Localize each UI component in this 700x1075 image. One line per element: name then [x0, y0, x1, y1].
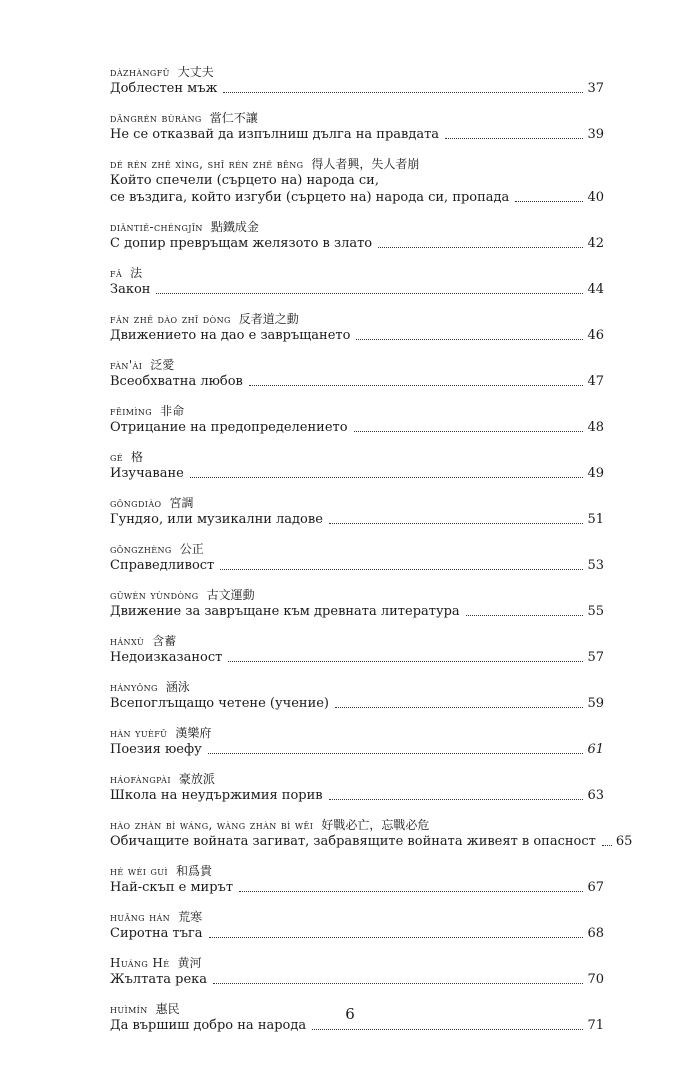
pinyin-term: háofàngpài: [110, 772, 171, 786]
toc-entry[interactable]: [110, 633, 604, 666]
entry-line: [110, 281, 604, 298]
chinese-characters: 好戰必亡，忘戰必危: [321, 818, 430, 832]
toc-entry[interactable]: [110, 679, 604, 712]
pinyin-term: fēimìng: [110, 404, 153, 418]
entry-title: Гундяо, или музикални ладове: [110, 512, 323, 527]
chinese-characters: 格: [131, 450, 144, 464]
pinyin-term: hào zhàn bì wáng, wàng zhàn bì wēi: [110, 818, 314, 832]
chinese-characters: 黄河: [177, 956, 202, 970]
entry-title: Закон: [110, 282, 151, 297]
entry-title: Школа на неудържимия порив: [110, 788, 323, 803]
toc-entry[interactable]: [110, 156, 604, 206]
page-ref: 67: [587, 880, 604, 895]
entry-title: Сиротна тъга: [110, 926, 203, 941]
pinyin-term: hé wéi guì: [110, 864, 168, 878]
entry-line: [110, 189, 604, 206]
entry-title: се въздига, който изгуби (сърцето на) народа си, пропада: [110, 190, 510, 205]
dot-leader: [378, 247, 583, 248]
entry-title: Справедливост: [110, 558, 215, 573]
entry-heading: [110, 633, 604, 649]
toc-entry[interactable]: [110, 541, 604, 574]
toc-entry[interactable]: [110, 64, 604, 97]
dot-leader: [228, 661, 583, 662]
entry-title: Всепоглъщащо четене (учение): [110, 696, 330, 711]
toc-entry[interactable]: [110, 357, 604, 390]
page-ref: 47: [587, 374, 604, 389]
chinese-characters: 漢樂府: [175, 726, 212, 740]
chinese-characters: 反者道之動: [238, 312, 299, 326]
pinyin-term: hàn yuèfǔ: [110, 726, 168, 740]
entry-line: [110, 879, 604, 896]
dot-leader: [209, 937, 584, 938]
chinese-characters: 荒寒: [178, 910, 203, 924]
entry-line: [110, 511, 604, 528]
page-ref: 71: [587, 1018, 604, 1033]
entry-line: [110, 465, 604, 482]
page-ref: 53: [587, 558, 604, 573]
page-ref: 49: [587, 466, 604, 481]
toc-entry[interactable]: [110, 863, 604, 896]
entry-line: [110, 649, 604, 666]
dot-leader: [515, 201, 583, 202]
entry-title: С допир превръщам желязото в злато: [110, 236, 373, 251]
entry-heading: [110, 110, 604, 126]
entry-title: Най-скъп е мирът: [110, 880, 234, 895]
entry-title: Недоизказаност: [110, 650, 223, 665]
entry-heading: [110, 403, 604, 419]
dot-leader: [220, 569, 583, 570]
page-ref: 63: [587, 788, 604, 803]
chinese-characters: 大丈夫: [177, 65, 214, 79]
entry-heading: [110, 311, 604, 327]
entry-heading: [110, 725, 604, 741]
entry-title: Отрицание на предопределението: [110, 420, 348, 435]
entry-line: [110, 419, 604, 436]
page-ref: 51: [587, 512, 604, 527]
entry-heading: [110, 955, 604, 971]
toc-entry[interactable]: [110, 265, 604, 298]
page-ref: 57: [587, 650, 604, 665]
entry-title: Поезия юефу: [110, 742, 202, 757]
entry-line: [110, 603, 604, 620]
chinese-characters: 得人者興，失人者崩: [311, 157, 420, 171]
pinyin-term: gōngzhèng: [110, 542, 172, 556]
entry-line: [110, 557, 604, 574]
entry-heading: [110, 679, 604, 695]
page-ref: 42: [587, 236, 604, 251]
chinese-characters: 古文運動: [206, 588, 255, 602]
entry-title: Движение за завръщане към древната литература: [110, 604, 460, 619]
toc-entry[interactable]: [110, 219, 604, 252]
entry-title: Движението на дао е завръщането: [110, 328, 351, 343]
entry-line: [110, 373, 604, 390]
toc-entry[interactable]: [110, 771, 604, 804]
entry-line: [110, 327, 604, 344]
dot-leader: [354, 431, 584, 432]
entry-heading: [110, 771, 604, 787]
chinese-characters: 宮調: [169, 496, 194, 510]
toc-entry[interactable]: [110, 110, 604, 143]
entry-heading: [110, 495, 604, 511]
dot-leader: [602, 845, 612, 846]
dot-leader: [208, 753, 584, 754]
toc-entry[interactable]: [110, 725, 604, 758]
page-ref: 55: [587, 604, 604, 619]
entry-heading: [110, 587, 604, 603]
dot-leader: [335, 707, 583, 708]
entry-title: Да вършиш добро на народа: [110, 1018, 307, 1033]
entry-heading: [110, 909, 604, 925]
pinyin-term: fàn'ài: [110, 358, 143, 372]
dot-leader: [312, 1029, 583, 1030]
entry-heading: [110, 541, 604, 557]
entry-title: Жълтата река: [110, 972, 208, 987]
entry-heading: [110, 357, 604, 373]
entry-line: [110, 695, 604, 712]
toc-entry[interactable]: [110, 955, 604, 988]
dot-leader: [239, 891, 583, 892]
pinyin-term: hánxù: [110, 634, 145, 648]
entry-title: Доблестен мъж: [110, 81, 218, 96]
pinyin-term: dé rén zhě xìng, shī rén zhě bēng: [110, 157, 304, 171]
pinyin-term: dāngrén bùràng: [110, 111, 202, 125]
dot-leader: [356, 339, 583, 340]
pinyin-term: huìmín: [110, 1002, 148, 1016]
page-ref: 70: [587, 972, 604, 987]
chinese-characters: 點鐵成金: [210, 220, 259, 234]
toc-entry[interactable]: [110, 817, 633, 850]
chinese-characters: 公正: [179, 542, 204, 556]
page-ref: 40: [587, 190, 604, 205]
dot-leader: [223, 92, 583, 93]
toc-list: [110, 64, 633, 1034]
page-ref: 39: [587, 127, 604, 142]
entry-line: [110, 80, 604, 97]
page-ref: 46: [587, 328, 604, 343]
toc-entry[interactable]: [110, 495, 604, 528]
pinyin-term: fǎn zhě dào zhī dòng: [110, 312, 231, 326]
entry-line: [110, 126, 604, 143]
dot-leader: [213, 983, 583, 984]
chinese-characters: 泛愛: [150, 358, 175, 372]
entry-line: [110, 925, 604, 942]
entry-heading: [110, 449, 604, 465]
pinyin-term: hányǒng: [110, 680, 158, 694]
entry-title: Всеобхватна любов: [110, 374, 243, 389]
entry-line: [110, 787, 604, 804]
entry-line: [110, 833, 633, 850]
page-ref: 68: [587, 926, 604, 941]
entry-line: [110, 235, 604, 252]
chinese-characters: 豪放派: [178, 772, 215, 786]
pinyin-term: diǎntiě-chéngjīn: [110, 220, 203, 234]
entry-heading: [110, 64, 604, 80]
toc-entry[interactable]: [110, 909, 604, 942]
page-ref: 59: [587, 696, 604, 711]
pinyin-term: gé: [110, 450, 124, 464]
dot-leader: [190, 477, 584, 478]
page-ref: 61: [587, 742, 604, 757]
pinyin-term: gǔwén yùndòng: [110, 588, 199, 602]
chinese-characters: 非命: [160, 404, 185, 418]
pinyin-term: fǎ: [110, 266, 123, 280]
page-number: 6: [345, 1005, 355, 1023]
pinyin-term: Huáng Hé: [110, 956, 170, 970]
toc-entry[interactable]: [110, 403, 604, 436]
entry-heading: [110, 156, 604, 172]
entry-heading: [110, 863, 604, 879]
pinyin-term: huāng hán: [110, 910, 171, 924]
entry-line: [110, 971, 604, 988]
pinyin-term: gōngdiào: [110, 496, 162, 510]
chinese-characters: 法: [130, 266, 143, 280]
entry-heading: [110, 265, 604, 281]
dot-leader: [466, 615, 584, 616]
chinese-characters: 含蓄: [152, 634, 177, 648]
toc-entry[interactable]: [110, 587, 604, 620]
chinese-characters: 惠民: [155, 1002, 180, 1016]
page-ref: 65: [615, 834, 633, 849]
entry-title: Обичащите войната загиват, забравящите войната живеят в опасност: [110, 834, 596, 849]
entry-heading: [110, 219, 604, 235]
dot-leader: [445, 138, 583, 139]
chinese-characters: 當仁不讓: [209, 111, 258, 125]
dot-leader: [156, 293, 583, 294]
dot-leader: [249, 385, 584, 386]
chinese-characters: 和爲貴: [175, 864, 212, 878]
entry-line: [110, 741, 604, 758]
chinese-characters: 涵泳: [165, 680, 190, 694]
toc-entry[interactable]: [110, 449, 604, 482]
page-ref: 37: [587, 81, 604, 96]
page-ref: 44: [587, 282, 604, 297]
dot-leader: [329, 799, 584, 800]
dot-leader: [329, 523, 584, 524]
entry-title: Не се отказвай да изпълниш дълга на правдата: [110, 127, 440, 142]
pinyin-term: dàzhàngfū: [110, 65, 170, 79]
page-ref: 48: [587, 420, 604, 435]
entry-title: Изучаване: [110, 466, 184, 481]
entry-title-line: Който спечели (сърцето на) народа си,: [110, 173, 379, 188]
entry-heading: [110, 817, 604, 833]
toc-entry[interactable]: [110, 311, 604, 344]
